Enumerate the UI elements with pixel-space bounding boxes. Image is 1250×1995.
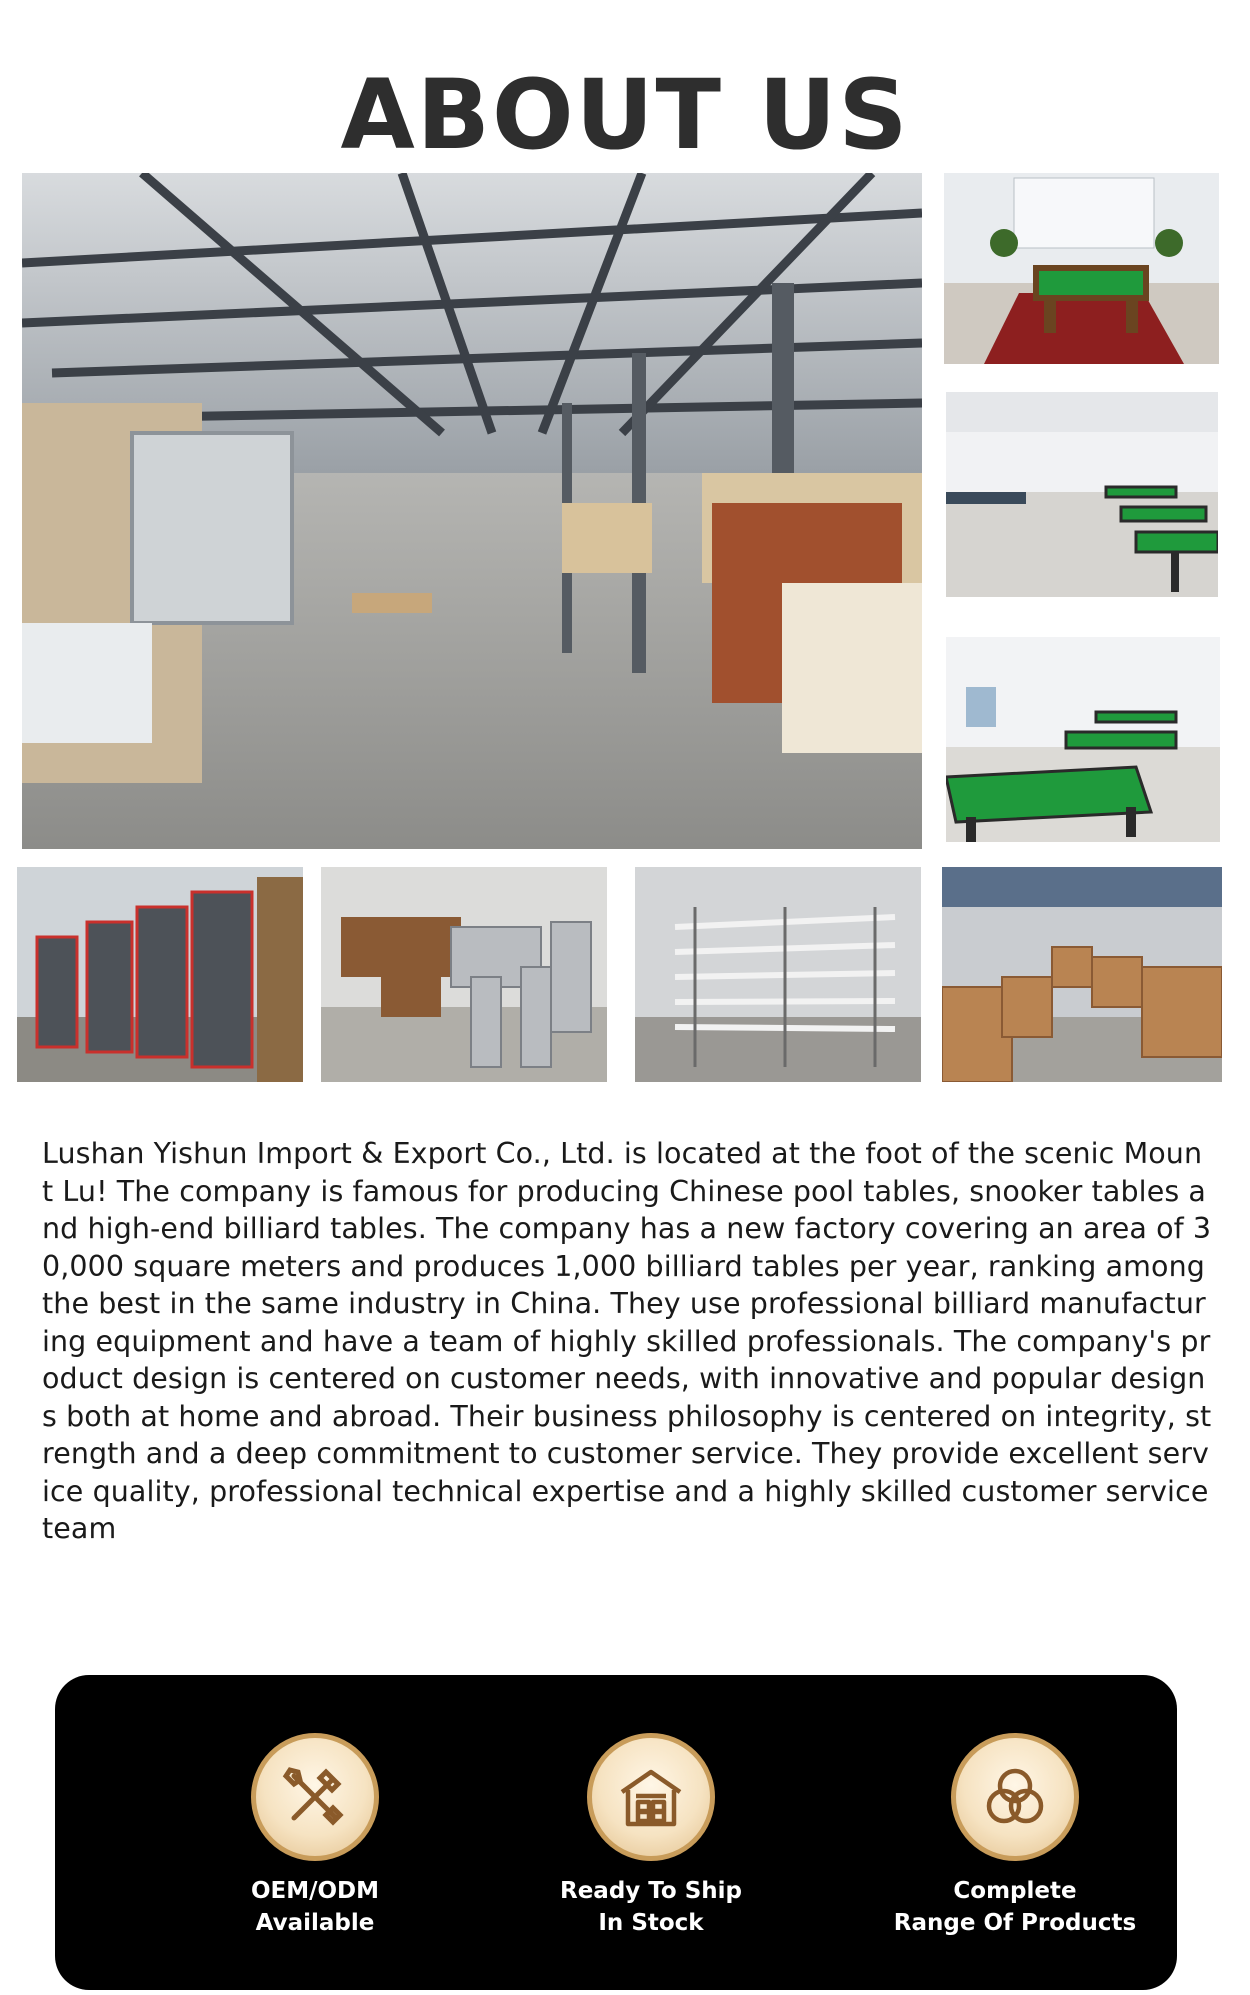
feature-oem-odm: [165, 1733, 465, 1939]
feature-ready-to-ship: [501, 1733, 801, 1939]
feature-badge: [587, 1733, 715, 1861]
feature-label: Complete Range Of Products: [893, 1878, 1137, 1936]
feature-complete-range: [865, 1733, 1165, 1939]
stacked-boards-photo: [17, 867, 303, 1082]
showroom-green-tables-photo: [946, 637, 1220, 842]
showroom-tables-row-photo: [946, 392, 1218, 597]
feature-badge: [951, 1733, 1079, 1861]
feature-panel: [55, 1675, 1177, 1990]
about-paragraph: Lushan Yishun Import & Export Co., Ltd. is located at the foot of the scenic Mount Lu! The company is famous for producing Chinese pool tables, snooker tables and high-end billiard tables. The company has a new factory covering an area of 30,000 square meters and produces 1,000 billiard tables per year, ranking among the best in the same industry in China. They use professional billiard manufacturing equipment and have a team of highly skilled professionals. The company's product design is centered on customer needs, with innovative and popular designs both at home and abroad. Their business philosophy is centered on integrity, strength and a deep commitment to customer service. They provide excellent service quality, professional technical expertise and a highly skilled customer service team: [42, 1137, 1212, 1545]
factory-interior-photo: [22, 173, 922, 849]
showroom-pool-table-photo: [944, 173, 1219, 364]
page-title: ABOUT US: [340, 59, 910, 171]
table-legs-photo: [321, 867, 607, 1082]
circles-icon: [980, 1762, 1050, 1832]
feature-label: OEM/ODM Available: [250, 1878, 380, 1936]
frame-rack-photo: [635, 867, 921, 1082]
warehouse-icon: [616, 1762, 686, 1832]
feature-badge: [251, 1733, 379, 1861]
feature-label: Ready To Ship In Stock: [559, 1878, 743, 1936]
warehouse-boxes-photo: [942, 867, 1222, 1082]
tools-icon: [280, 1762, 350, 1832]
